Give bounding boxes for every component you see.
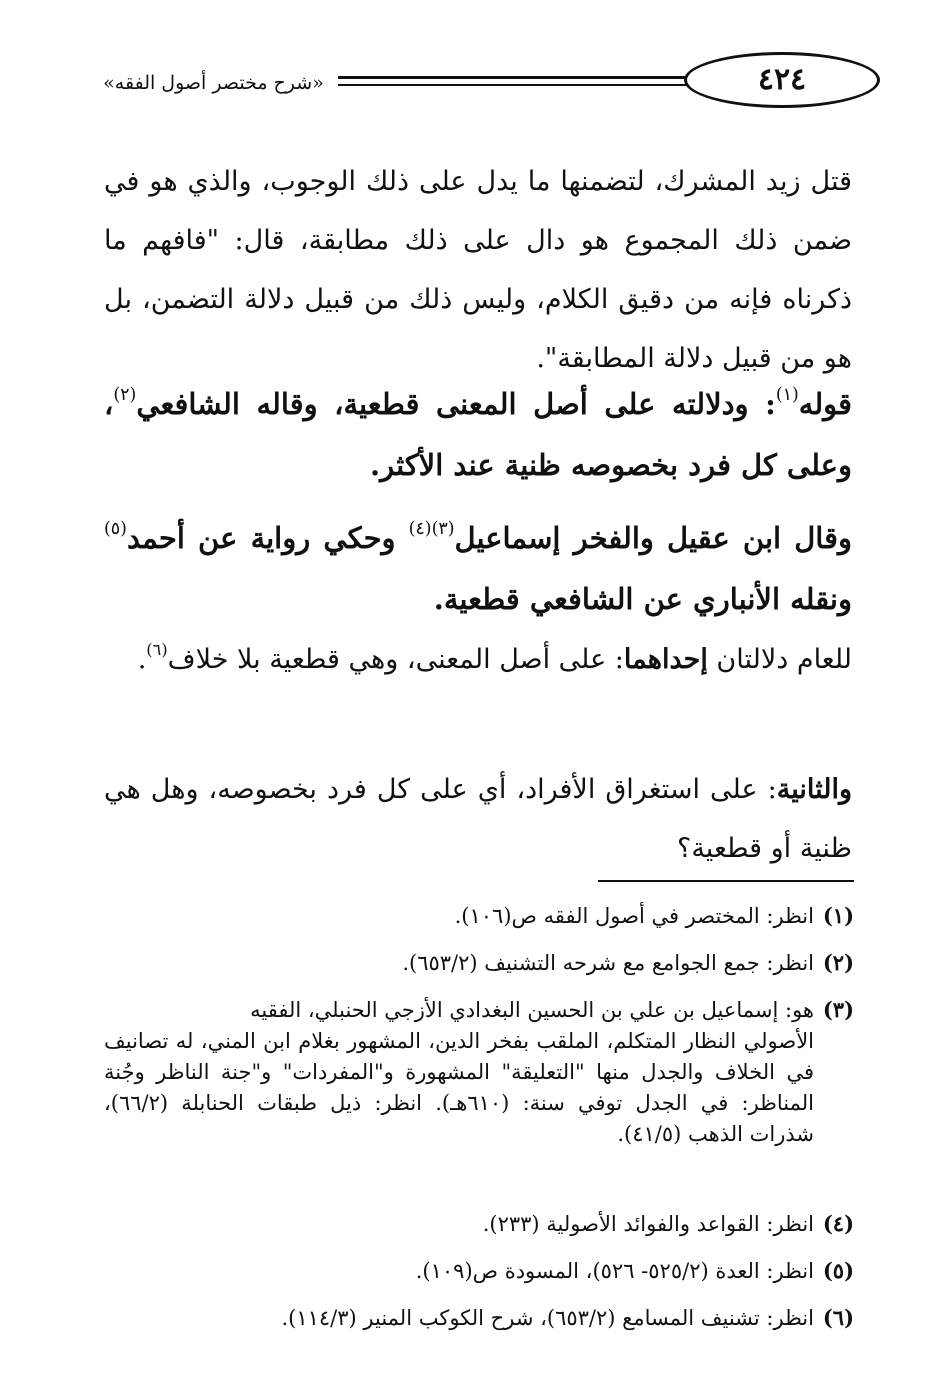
matn-paragraph-2 xyxy=(104,508,852,630)
p5-bold: والثانية xyxy=(776,774,852,805)
footnote-text: انظر: تشنيف المسامع (٦٥٣/٢)، شرح الكوكب المنير (١١٤/٣). xyxy=(281,1306,814,1330)
footnote-2 xyxy=(104,947,854,979)
footnote-4 xyxy=(104,1208,854,1240)
p3-part-c: ونقله الأنباري عن الشافعي قطعية. xyxy=(433,582,852,616)
paragraph-1: قتل زيد المشرك، لتضمنها ما يدل على ذلك الوجوب، والذي هو في ضمن ذلك المجموع هو دال على ذلك مطابقة، قال: "فافهم ما ذكرناه فإنه من دقيق الكلام، وليس ذلك من قبيل دلالة التضمن، بل هو من قبيل دلالة المطابقة". xyxy=(104,166,852,374)
p4-part-a: للعام دلالتان xyxy=(707,644,852,675)
footnote-text: انظر: العدة (٥٢٥/٢- ٥٢٦)، المسودة ص(١٠٩). xyxy=(415,1259,814,1283)
footnote-text: انظر: المختصر في أصول الفقه ص(١٠٦). xyxy=(454,904,814,928)
p4-part-b: : على أصل المعنى، وهي قطعية بلا خلاف xyxy=(167,644,624,675)
paragraph-2 xyxy=(104,630,852,689)
footnote-1 xyxy=(104,900,854,932)
p5-part-b: : على استغراق الأفراد، أي على كل فرد بخصوصه، وهل هي ظنية أو قطعية؟ xyxy=(104,774,852,864)
matn-paragraph-1 xyxy=(104,374,852,496)
p2-part-c: ، وعلى كل فرد بخصوصه ظنية عند الأكثر. xyxy=(104,387,852,482)
footnote-ref-5[interactable]: (٥) xyxy=(104,518,127,539)
footnote-number: (٢) xyxy=(822,950,854,975)
footnote-number: (٥) xyxy=(822,1258,854,1283)
p3-part-b: وحكي رواية عن أحمد xyxy=(126,521,409,555)
footnote-text: انظر: القواعد والفوائد الأصولية (٢٣٣). xyxy=(482,1212,814,1236)
p2-part-a: قوله xyxy=(798,387,852,421)
footnote-ref-1[interactable]: (١) xyxy=(775,384,799,405)
running-title: «شرح مختصر أصول الفقه» xyxy=(103,72,324,94)
footnote-text: هو: إسماعيل بن علي بن الحسين البغدادي الأزجي الحنبلي، الفقيه xyxy=(250,998,814,1022)
footnote-number: (٤) xyxy=(822,1211,854,1236)
footnote-3 xyxy=(104,994,854,1150)
footnote-first-line xyxy=(104,994,854,1026)
footnote-number: (٦) xyxy=(822,1305,854,1330)
p2-part-b: : ودلالته على أصل المعنى قطعية، وقاله الشافعي xyxy=(136,387,776,421)
footnote-separator xyxy=(598,880,854,882)
footnote-ref-2[interactable]: (٢) xyxy=(113,384,137,405)
footnote-number: (١) xyxy=(822,903,854,928)
page-number: ٤٢٤ xyxy=(684,52,880,108)
footnote-ref-3-4[interactable]: (٣)(٤) xyxy=(408,518,455,539)
footnote-text-continued: الأصولي النظار المتكلم، الملقب بفخر الدين، المشهور بغلام ابن المني، له تصانيف في الخلاف والجدل منها "التعليقة" المشهورة و"المفردات" و"جنة الناظر وجُنة المناظر: في الجدل توفي سنة: (٦١٠هـ). انظر: ذيل طبقات الحنابلة (٦٦/٢)، شذرات الذهب (٤١/٥). xyxy=(104,1029,814,1146)
p4-part-c: . xyxy=(137,644,147,675)
p4-bold: إحداهما xyxy=(623,644,708,675)
footnote-5 xyxy=(104,1255,854,1287)
footnote-number: (٣) xyxy=(822,997,854,1022)
p3-part-a: وقال ابن عقيل والفخر إسماعيل xyxy=(454,521,852,555)
paragraph-3 xyxy=(104,760,852,878)
footnote-6 xyxy=(104,1302,854,1334)
page-header xyxy=(96,50,854,116)
footnote-text: انظر: جمع الجوامع مع شرحه التشنيف (٦٥٣/٢). xyxy=(402,951,814,975)
footnote-ref-6[interactable]: (٦) xyxy=(146,639,168,659)
